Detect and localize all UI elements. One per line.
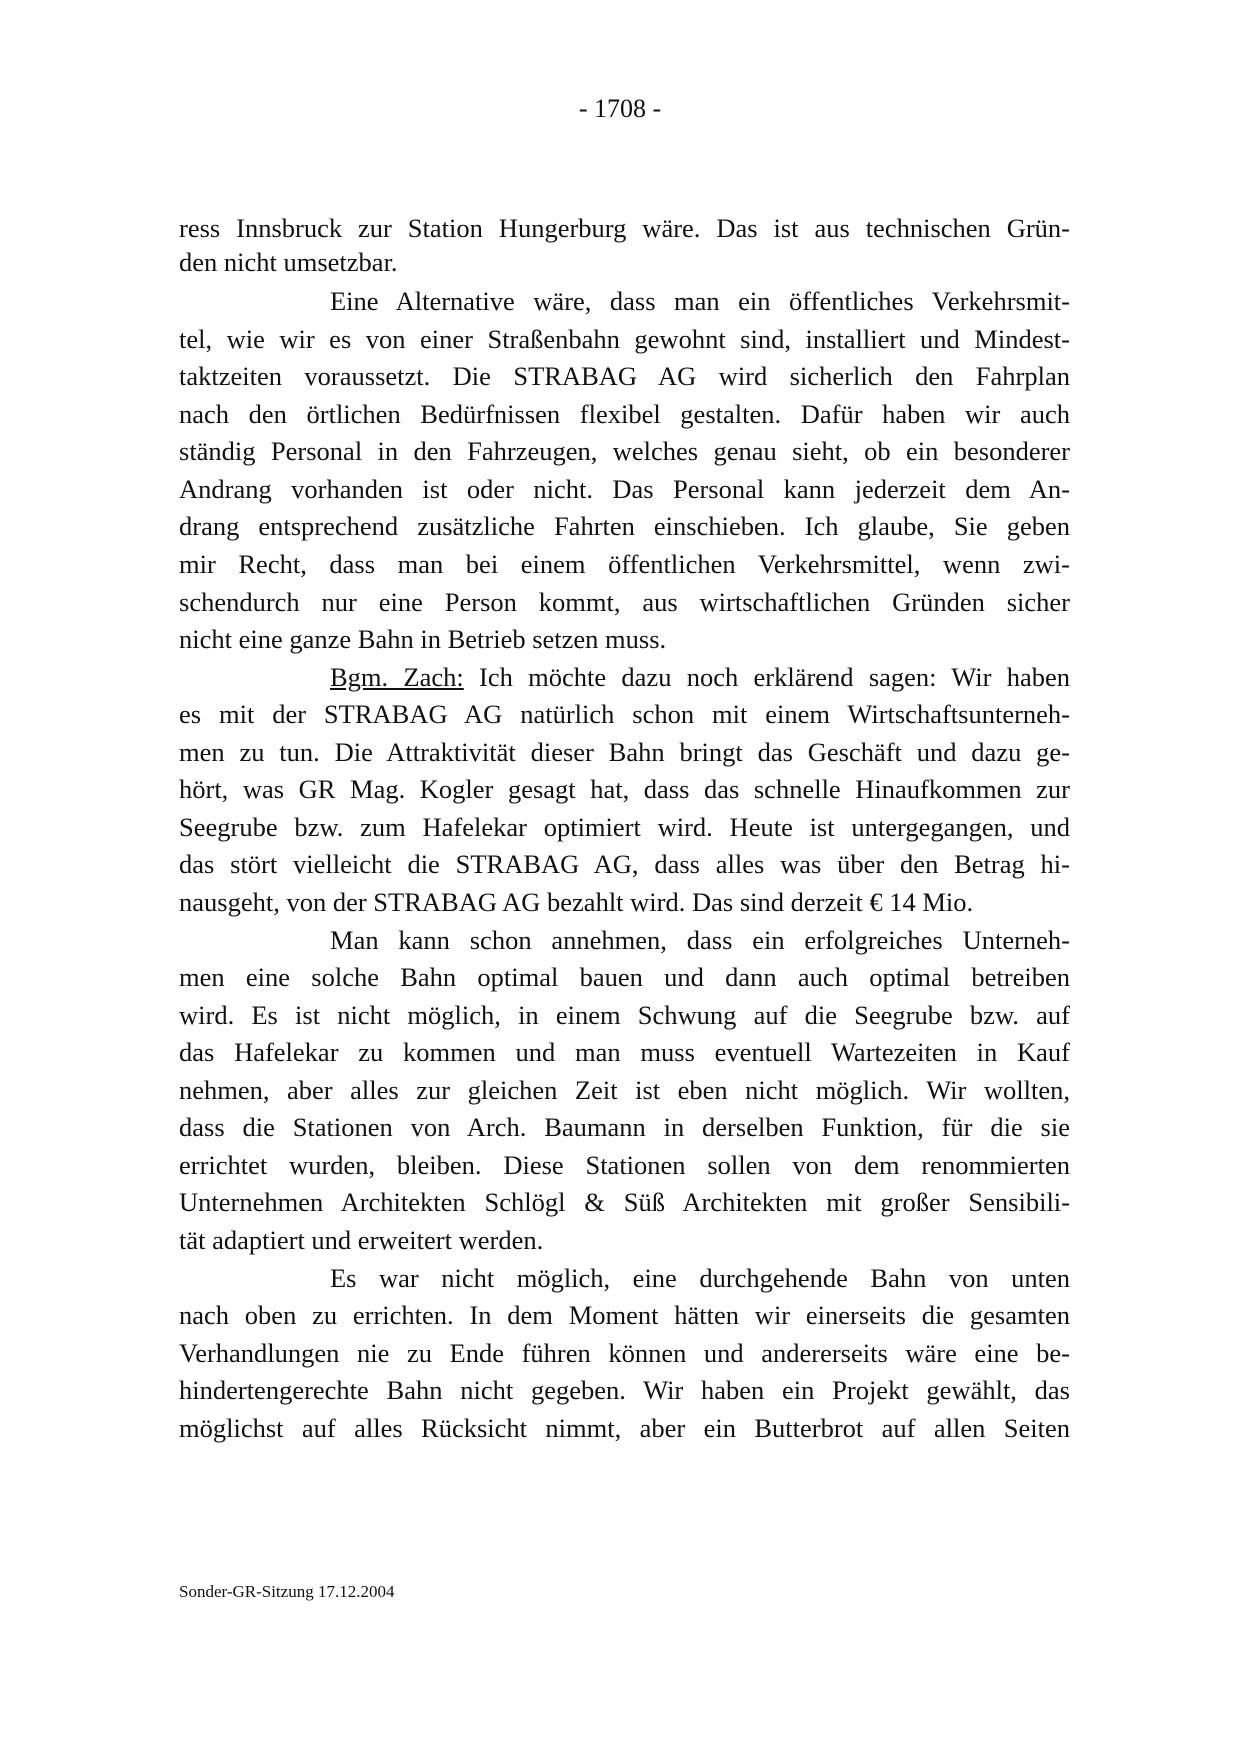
text-line: tel, wie wir es von einer Straßenbahn gewohnt sind, installiert und Mindest-	[179, 324, 1070, 354]
text-line: das stört vielleicht die STRABAG AG, dass alles was über den Betrag hi-	[179, 849, 1070, 879]
text-line: nach oben zu errichten. In dem Moment hätten wir einerseits die gesamten	[179, 1300, 1070, 1330]
text-line: nicht eine ganze Bahn in Betrieb setzen muss.	[179, 624, 667, 654]
text-line: möglichst auf alles Rücksicht nimmt, aber ein Butterbrot auf allen Seiten	[179, 1413, 1070, 1443]
footer: Sonder-GR-Sitzung 17.12.2004	[179, 1582, 395, 1601]
text-line: Andrang vorhanden ist oder nicht. Das Personal kann jederzeit dem An-	[179, 474, 1070, 504]
text-line: ress Innsbruck zur Station Hungerburg wäre. Das ist aus technischen Grün-	[179, 213, 1070, 243]
text-line: drang entsprechend zusätzliche Fahrten einschieben. Ich glaube, Sie geben	[179, 511, 1070, 541]
text-line: den nicht umsetzbar.	[179, 247, 398, 277]
text-line: nausgeht, von der STRABAG AG bezahlt wird. Das sind derzeit € 14 Mio.	[179, 887, 974, 917]
text-line: hört, was GR Mag. Kogler gesagt hat, dass das schnelle Hinaufkommen zur	[179, 774, 1070, 804]
text-line: wird. Es ist nicht möglich, in einem Schwung auf die Seegrube bzw. auf	[179, 1000, 1070, 1030]
text-line: tät adaptiert und erweitert werden.	[179, 1225, 544, 1255]
text-line: Man kann schon annehmen, dass ein erfolgreiches Unterneh-	[330, 925, 1070, 955]
text-line: errichtet wurden, bleiben. Diese Stationen sollen von dem renommierten	[179, 1150, 1070, 1180]
text-line: ständig Personal in den Fahrzeugen, welches genau sieht, ob ein besonderer	[179, 436, 1070, 466]
page-number: - 1708 -	[578, 94, 662, 123]
text-line: Eine Alternative wäre, dass man ein öffentliches Verkehrsmit-	[330, 286, 1070, 316]
text-line: Es war nicht möglich, eine durchgehende Bahn von unten	[330, 1263, 1070, 1293]
text-line: men eine solche Bahn optimal bauen und dann auch optimal betreiben	[179, 962, 1070, 992]
text-line: Unternehmen Architekten Schlögl & Süß Architekten mit großer Sensibili-	[179, 1187, 1070, 1217]
text-line: das Hafelekar zu kommen und man muss eventuell Wartezeiten in Kauf	[179, 1037, 1070, 1067]
speaker-line	[330, 660, 1070, 694]
text-line: schendurch nur eine Person kommt, aus wirtschaftlichen Gründen sicher	[179, 587, 1070, 617]
text-line: taktzeiten voraussetzt. Die STRABAG AG wird sicherlich den Fahrplan	[179, 361, 1070, 391]
text-line: dass die Stationen von Arch. Baumann in derselben Funktion, für die sie	[179, 1112, 1070, 1142]
text-line: nehmen, aber alles zur gleichen Zeit ist eben nicht möglich. Wir wollten,	[179, 1075, 1070, 1105]
text-line: Verhandlungen nie zu Ende führen können und andererseits wäre eine be-	[179, 1338, 1070, 1368]
speaker-text: Ich möchte dazu noch erklärend sagen: Wir haben	[479, 662, 1070, 692]
text-line: men zu tun. Die Attraktivität dieser Bahn bringt das Geschäft und dazu ge-	[179, 737, 1070, 767]
text-line: mir Recht, dass man bei einem öffentlichen Verkehrsmittel, wenn zwi-	[179, 549, 1070, 579]
text-line: Seegrube bzw. zum Hafelekar optimiert wird. Heute ist untergegangen, und	[179, 812, 1070, 842]
text-line: nach den örtlichen Bedürfnissen flexibel gestalten. Dafür haben wir auch	[179, 399, 1070, 429]
speaker-name: Bgm. Zach:	[330, 662, 464, 692]
text-line: es mit der STRABAG AG natürlich schon mit einem Wirtschaftsunterneh-	[179, 699, 1070, 729]
text-line: hindertengerechte Bahn nicht gegeben. Wir haben ein Projekt gewählt, das	[179, 1375, 1070, 1405]
